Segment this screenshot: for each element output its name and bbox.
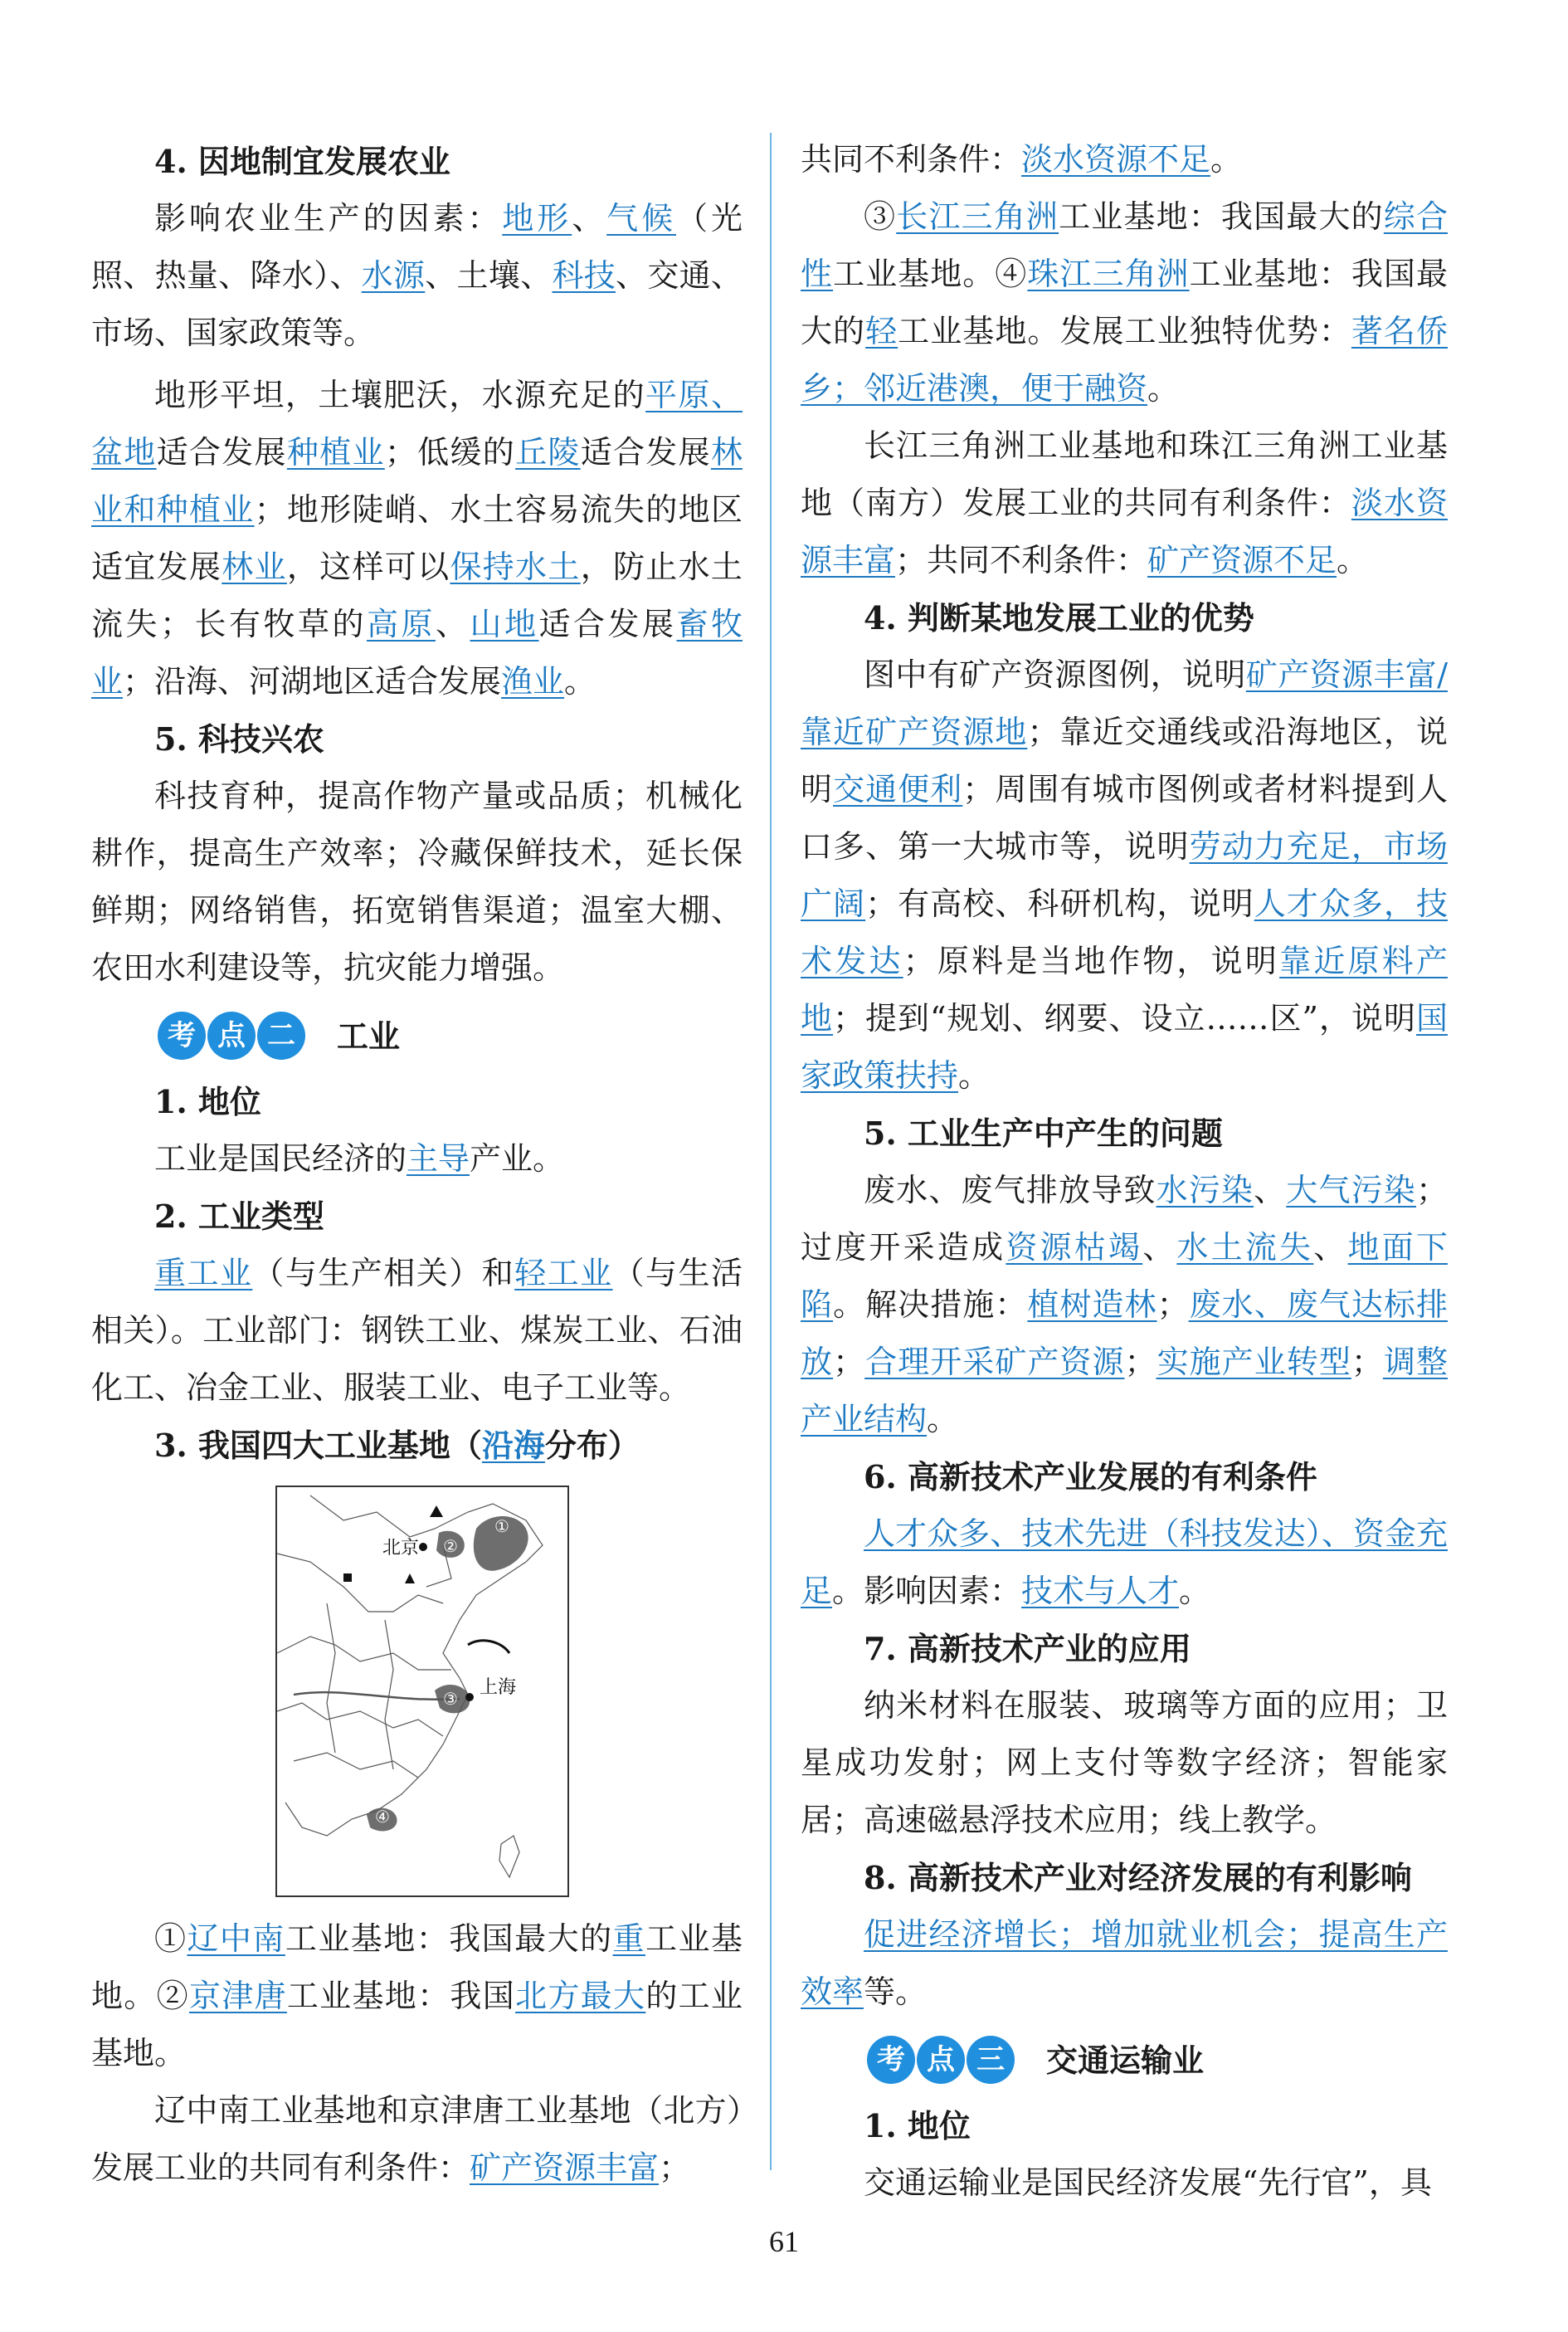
answer-underline: 国家政策扶持	[801, 1000, 1448, 1094]
answer-underline: 林业和种植业	[91, 434, 743, 528]
paragraph-industry-status	[91, 1130, 743, 1188]
answer-underline: 地形	[502, 200, 572, 237]
text: 。	[1147, 370, 1180, 407]
text: ①	[154, 1920, 187, 1957]
text: 废水、废气排放导致	[864, 1172, 1157, 1208]
paragraph-problems	[801, 1162, 1448, 1448]
text: 、土壤、	[425, 257, 553, 294]
answer-underline: 资源枯竭	[1006, 1229, 1143, 1266]
answer-underline: 气候	[606, 200, 677, 237]
answer-underline: 渔业	[501, 663, 565, 700]
answer-underline: 平原、盆地	[91, 377, 743, 471]
badge-char: 三	[967, 2036, 1015, 2084]
right-column	[801, 131, 1448, 2212]
text: ；	[1124, 1344, 1157, 1380]
text: 。	[564, 663, 597, 700]
answer-underline: 促进经济增长；增加就业机会；提高生产效率	[801, 1916, 1448, 2010]
subsection-title-bases	[91, 1417, 743, 1474]
text: 。影响因素：	[832, 1573, 1022, 1609]
answer-underline: 矿产资源丰富/靠近矿产资源地	[801, 656, 1448, 750]
paragraph-hightech-impact	[801, 1906, 1448, 2021]
answer-underline: 人才众多，技术发达	[801, 885, 1448, 979]
answer-underline: 主导	[407, 1140, 470, 1177]
text: 工业基地：我国最大的	[801, 256, 1448, 349]
text: ；共同不利条件：	[895, 542, 1148, 578]
map-label-beijing: 北京	[382, 1538, 420, 1559]
section-title-agri-adapt: 4. 因地制宜发展农业	[154, 143, 450, 180]
text: ；地形陡峭、水土容易流失的地区适宜发展	[91, 491, 743, 585]
paragraph-north-disadvantage	[801, 131, 1448, 188]
answer-underline: 重工业	[154, 1255, 253, 1291]
badge-char: 二	[257, 1012, 305, 1060]
answer-underline: 水污染	[1156, 1172, 1254, 1208]
text: ；	[659, 2149, 691, 2186]
answer-underline: 淡水资源丰富	[801, 485, 1448, 578]
text: ；	[833, 1344, 865, 1380]
answer-underline: 丘陵	[515, 434, 581, 471]
text: （光照、热量、降水）、	[91, 200, 743, 294]
text: ；周围有城市图例或者材料提到人口多、第一大城市等，说明	[801, 771, 1448, 865]
answer-underline: 畜牧业	[91, 606, 743, 700]
answer-underline: 淡水资源不足	[1021, 141, 1211, 178]
text: 。	[1337, 542, 1369, 578]
text: 工业是国民经济的	[154, 1140, 407, 1177]
answer-underline: 京津唐	[188, 1978, 287, 2014]
text: ；低缓的	[384, 434, 516, 471]
left-column	[91, 133, 743, 2197]
text: 共同不利条件：	[801, 141, 1022, 178]
answer-underline: 珠江三角洲	[1027, 256, 1190, 292]
text: ；过度开采造成	[801, 1172, 1448, 1266]
subsection-title-hightech-impact: 8. 高新技术产业对经济发展的有利影响	[864, 1859, 1412, 1896]
badge-char: 点	[207, 1012, 256, 1060]
answer-underline: 矿产资源不足	[1147, 542, 1337, 578]
text: ；沿海、河湖地区适合发展	[123, 663, 502, 700]
answer-underline: 劳动力充足，市场广阔	[801, 828, 1448, 922]
map-marker-1: ①	[494, 1516, 509, 1536]
answer-underline: 辽中南	[187, 1920, 285, 1957]
answer-underline: 长江三角洲	[896, 198, 1059, 235]
text: 工业基地：我国	[286, 1978, 516, 2014]
text: 图中有矿产资源图例，说明	[864, 656, 1246, 693]
answer-underline: 种植业	[286, 434, 385, 471]
answer-underline: 综合性	[801, 198, 1448, 292]
badge-char: 考	[867, 2036, 915, 2084]
text: ；原料是当地作物，说明	[903, 943, 1280, 979]
industrial-bases-map	[275, 1486, 569, 1897]
answer-underline: 水源	[361, 257, 426, 294]
answer-underline: 合理开采矿产资源	[864, 1344, 1125, 1380]
text: 适合发展	[156, 434, 287, 471]
subsection-title-types: 2. 工业类型	[154, 1198, 324, 1235]
text: ，这样可以	[286, 549, 450, 585]
answer-underline: 科技	[552, 257, 616, 294]
answer-underline: 技术与人才	[1021, 1573, 1180, 1609]
subsection-title-hightech-conditions: 6. 高新技术产业发展的有利条件	[864, 1458, 1317, 1495]
paragraph-south-conditions	[801, 417, 1448, 589]
text: ；有高校、科研机构，说明	[865, 885, 1254, 922]
text: 、	[435, 606, 470, 642]
answer-underline: 调整产业结构	[801, 1344, 1448, 1437]
subsection-title-hightech-apps: 7. 高新技术产业的应用	[864, 1630, 1191, 1667]
text: ；	[1351, 1344, 1383, 1380]
answer-underline: 矿产资源丰富	[470, 2149, 660, 2186]
map-marker-3: ③	[443, 1689, 458, 1709]
paragraph-bases-south	[801, 188, 1448, 417]
kaodian-badge-transport	[867, 2026, 1448, 2094]
answer-underline: 著名侨乡；邻近港澳，便于融资	[801, 313, 1448, 407]
paragraph-terrain	[91, 367, 743, 710]
text: 。	[1179, 1573, 1211, 1609]
answer-underline: 水土流失	[1176, 1229, 1314, 1266]
page-number: 61	[769, 2225, 799, 2258]
text: 、交通、市场、国家政策等。	[91, 257, 743, 351]
paragraph-bases-north	[91, 1910, 743, 2082]
text: ③	[864, 198, 897, 235]
text: 。	[1210, 141, 1243, 178]
answer-underline: 靠近原料产地	[801, 943, 1448, 1037]
paragraph-hightech-apps: 纳米材料在服装、玻璃等方面的应用；卫星成功发射；网上支付等数字经济；智能家居；高速磁悬浮技术应用；线上教学。	[801, 1687, 1448, 1838]
subsection-title-advantages: 4. 判断某地发展工业的优势	[864, 599, 1254, 637]
text: 。	[927, 1401, 959, 1437]
badge-char: 考	[158, 1012, 206, 1060]
answer-underline: 高原	[366, 606, 436, 642]
text: 工业基地：我国最大的	[1059, 198, 1384, 235]
answer-underline: 轻工业	[514, 1255, 613, 1291]
text: （与生活相关）。工业部门：钢铁工业、煤炭工业、石油化工、冶金工业、服装工业、电子工业等。	[91, 1255, 743, 1406]
map-label-shanghai: 上海	[480, 1677, 517, 1698]
text: 3. 我国四大工业基地（	[154, 1427, 482, 1464]
answer-underline: 北方最大	[515, 1978, 646, 2014]
text: 工业基地：我国最大的	[285, 1920, 613, 1957]
subsection-title-problems: 5. 工业生产中产生的问题	[864, 1115, 1223, 1152]
subsection-title-status: 1. 地位	[154, 1083, 261, 1120]
subsection-title-transport-status: 1. 地位	[864, 2107, 971, 2144]
text: 等。	[864, 1973, 928, 2010]
answer-underline: 保持水土	[450, 549, 581, 585]
paragraph-tech-agri: 科技育种，提高作物产量或品质；机械化耕作，提高生产效率；冷藏保鲜技术，延长保鲜期；网络销售，拓宽销售渠道；温室大棚、农田水利建设等，抗灾能力增强。	[91, 778, 743, 986]
text: 、	[1142, 1229, 1177, 1266]
answer-underline: 实施产业转型	[1156, 1344, 1351, 1380]
map-drawing	[277, 1487, 567, 1895]
text: 。解决措施：	[833, 1286, 1028, 1323]
answer-underline: 植树造林	[1027, 1286, 1157, 1323]
text: 工业基地。②	[91, 1920, 743, 2014]
text: ；提到“规划、纲要、设立……区”，说明	[833, 1000, 1416, 1037]
text: 、	[1254, 1172, 1287, 1208]
map-marker-4: ④	[375, 1807, 390, 1827]
answer-underline: 重	[612, 1920, 646, 1957]
text: ；靠近交通线或沿海地区，说明	[801, 714, 1448, 807]
answer-underline: 大气污染	[1286, 1172, 1416, 1208]
text: 影响农业生产的因素：	[154, 200, 503, 237]
answer-underline: 废水、废气达标排放	[801, 1286, 1448, 1380]
column-divider	[770, 133, 772, 2170]
text: 产业。	[470, 1140, 565, 1177]
paragraph-transport-status: 交通运输业是国民经济发展“先行官”，具	[864, 2164, 1432, 2201]
paragraph-north-conditions	[91, 2082, 743, 2197]
text: 适合发展	[538, 606, 677, 642]
text: 地形平坦，土壤肥沃，水源充足的	[154, 377, 646, 413]
answer-underline: 地面下陷	[801, 1229, 1448, 1323]
text: 长江三角洲工业基地和珠江三角洲工业基地（南方）发展工业的共同有利条件：	[801, 427, 1448, 521]
text: 工业基地。发展工业独特优势：	[898, 313, 1351, 349]
answer-underline: 轻	[865, 313, 898, 349]
text: ，防止水土流失；长有牧草的	[91, 549, 743, 642]
text: 分布）	[544, 1427, 640, 1464]
text: 适合发展	[580, 434, 711, 471]
section-title-tech-agri: 5. 科技兴农	[154, 720, 324, 758]
kaodian-title: 工业	[337, 1017, 401, 1055]
text: ；	[1157, 1286, 1189, 1323]
kaodian-title: 交通运输业	[1046, 2041, 1205, 2079]
text: 、	[1313, 1229, 1348, 1266]
map-marker-2: ②	[443, 1536, 458, 1556]
text: 、	[572, 200, 607, 237]
text: （与生产相关）和	[252, 1255, 515, 1291]
answer-underline: 林业	[222, 549, 287, 585]
answer-underline: 人才众多、技术先进（科技发达）、资金充足	[801, 1515, 1448, 1609]
badge-char: 点	[917, 2036, 965, 2084]
text: 的工业基地。	[91, 1978, 743, 2071]
kaodian-badge-industry	[158, 1002, 743, 1070]
answer-underline: 沿海	[481, 1427, 545, 1464]
text: 。	[958, 1057, 991, 1094]
text: 辽中南工业基地和京津唐工业基地（北方）发展工业的共同有利条件：	[91, 2092, 743, 2186]
text: 工业基地。④	[833, 256, 1028, 292]
answer-underline: 交通便利	[833, 771, 963, 807]
paragraph-advantages	[801, 646, 1448, 1105]
answer-underline: 山地	[470, 606, 539, 642]
paragraph-agri-factors	[91, 190, 743, 362]
paragraph-hightech-conditions	[801, 1505, 1448, 1620]
paragraph-industry-types	[91, 1245, 743, 1417]
